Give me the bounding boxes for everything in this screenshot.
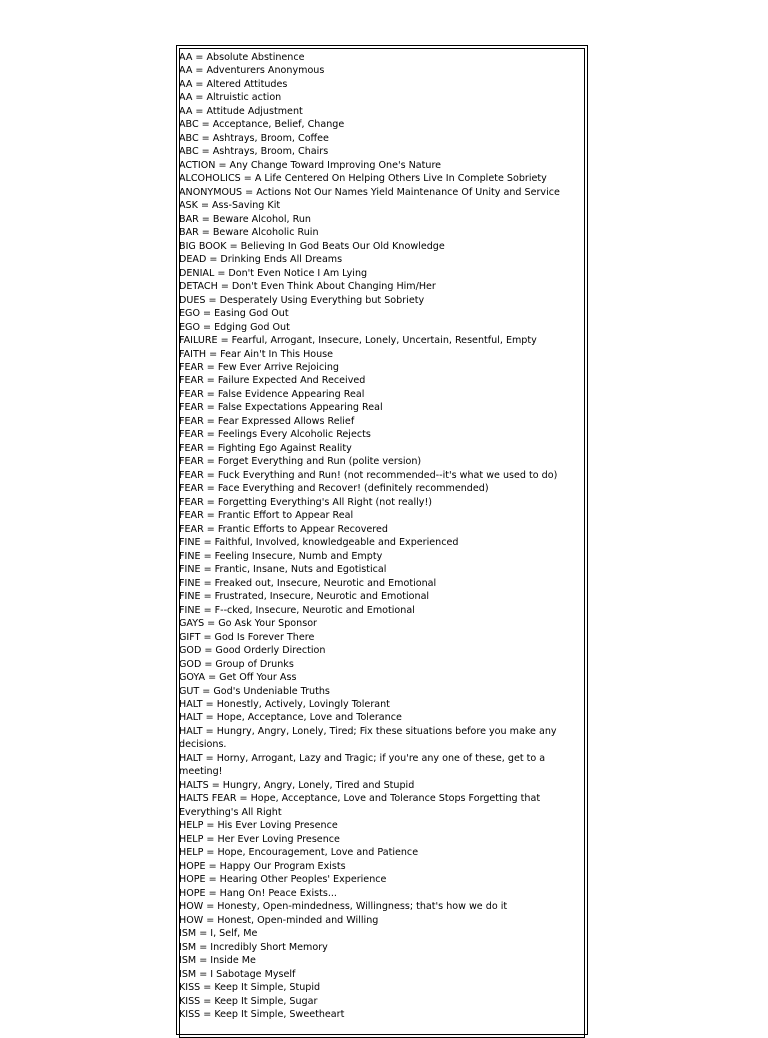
acronym-entry: KISS = Keep It Simple, Sugar bbox=[179, 995, 318, 1007]
acronym-entry: FEAR = Few Ever Arrive Rejoicing bbox=[179, 362, 340, 373]
acronym-entry: HOPE = Hearing Other Peoples' Experience bbox=[179, 874, 387, 886]
acronym-entry: FEAR = False Evidence Appearing Real bbox=[179, 388, 365, 400]
acronym-entry: FAITH = Fear Ain't In This House bbox=[179, 348, 334, 360]
acronym-entry: HALTS = Hungry, Angry, Lonely, Tired and Stupid bbox=[179, 779, 415, 791]
acronym-entry: HELP = Her Ever Loving Presence bbox=[179, 833, 340, 845]
acronym-entry: FEAR = Forgetting Everything's All Right (not really!) bbox=[179, 496, 433, 508]
acronym-entry: HELP = His Ever Loving Presence bbox=[179, 820, 338, 832]
acronym-entry: FEAR = Frantic Effort to Appear Real bbox=[179, 510, 354, 522]
acronym-entry: KISS = Keep It Simple, Sweetheart bbox=[179, 1009, 345, 1020]
acronym-entry: FEAR = Fear Expressed Allows Relief bbox=[179, 415, 355, 427]
acronym-entry: HOW = Honesty, Open-mindedness, Willingness; that's how we do it bbox=[179, 901, 508, 913]
acronym-entry: FEAR = Fighting Ego Against Reality bbox=[179, 442, 352, 454]
acronym-entry: ABC = Acceptance, Belief, Change bbox=[179, 119, 345, 131]
acronym-entry: HALT = Horny, Arrogant, Lazy and Tragic; if you're any one of these, get to a bbox=[179, 752, 546, 764]
acronym-entry: FINE = F--cked, Insecure, Neurotic and Emotional bbox=[179, 604, 415, 616]
acronym-entry: ABC = Ashtrays, Broom, Chairs bbox=[179, 146, 329, 158]
acronym-entry: HOW = Honest, Open-minded and Willing bbox=[179, 914, 379, 926]
acronym-entry: DETACH = Don't Even Think About Changing Him/Her bbox=[179, 281, 436, 293]
acronym-entry: GIFT = God Is Forever There bbox=[179, 631, 315, 643]
acronym-entry: FAILURE = Fearful, Arrogant, Insecure, Lonely, Uncertain, Resentful, Empty bbox=[179, 335, 537, 347]
acronym-entry: BAR = Beware Alcoholic Ruin bbox=[179, 227, 319, 239]
acronym-entry: DUES = Desperately Using Everything but Sobriety bbox=[179, 294, 425, 306]
acronym-entry: FEAR = Face Everything and Recover! (definitely recommended) bbox=[179, 483, 489, 495]
acronym-entry: FEAR = Frantic Efforts to Appear Recovered bbox=[179, 523, 388, 535]
acronym-entry: GOYA = Get Off Your Ass bbox=[179, 672, 297, 684]
acronym-entry: GUT = God's Undeniable Truths bbox=[179, 685, 330, 697]
acronym-entry: ABC = Ashtrays, Broom, Coffee bbox=[179, 132, 329, 144]
acronym-entry: FINE = Faithful, Involved, knowledgeable and Experienced bbox=[179, 537, 459, 549]
acronym-entry: meeting! bbox=[179, 766, 223, 778]
acronym-entry: AA = Adventurers Anonymous bbox=[179, 65, 325, 77]
acronym-entry: AA = Altered Attitudes bbox=[179, 78, 288, 90]
acronym-entry: ISM = I, Self, Me bbox=[179, 928, 258, 940]
acronym-entry: EGO = Easing God Out bbox=[179, 308, 289, 320]
acronym-entry: HALT = Honestly, Actively, Lovingly Tolerant bbox=[179, 698, 390, 710]
acronym-entry: FEAR = Failure Expected And Received bbox=[179, 375, 366, 387]
acronym-entry: HELP = Hope, Encouragement, Love and Patience bbox=[179, 847, 419, 859]
acronym-entry: GAYS = Go Ask Your Sponsor bbox=[179, 618, 317, 630]
acronym-entry: DEAD = Drinking Ends All Dreams bbox=[179, 254, 343, 266]
acronym-entry: AA = Altruistic action bbox=[179, 92, 282, 104]
acronym-entry: GOD = Good Orderly Direction bbox=[179, 645, 326, 657]
acronym-entry: ALCOHOLICS = A Life Centered On Helping Others Live In Complete Sobriety bbox=[179, 173, 547, 185]
acronym-entry: HOPE = Happy Our Program Exists bbox=[179, 860, 346, 872]
acronym-entry: FINE = Frustrated, Insecure, Neurotic and Emotional bbox=[179, 591, 430, 603]
acronym-entry: ANONYMOUS = Actions Not Our Names Yield Maintenance Of Unity and Service bbox=[179, 186, 560, 198]
acronym-entry: decisions. bbox=[179, 739, 227, 751]
acronym-entry: ISM = Incredibly Short Memory bbox=[179, 941, 328, 953]
acronym-entry: FEAR = Fuck Everything and Run! (not recommended--it's what we used to do) bbox=[179, 469, 558, 481]
acronym-entry: HALT = Hope, Acceptance, Love and Tolerance bbox=[179, 712, 402, 724]
acronym-entry: FEAR = False Expectations Appearing Real bbox=[179, 402, 383, 414]
acronym-entry: ACTION = Any Change Toward Improving One's Nature bbox=[179, 159, 442, 171]
acronym-entry: Everything's All Right bbox=[179, 806, 282, 818]
acronym-list bbox=[179, 0, 584, 1024]
acronym-entry: ISM = Inside Me bbox=[179, 955, 256, 967]
acronym-entry: EGO = Edging God Out bbox=[179, 321, 290, 333]
acronym-entry: AA = Absolute Abstinence bbox=[179, 52, 305, 63]
acronym-entry: ISM = I Sabotage Myself bbox=[179, 968, 296, 980]
acronym-entry: GOD = Group of Drunks bbox=[179, 658, 294, 670]
acronym-entry: FINE = Freaked out, Insecure, Neurotic and Emotional bbox=[179, 577, 437, 589]
acronym-entry: FINE = Feeling Insecure, Numb and Empty bbox=[179, 550, 383, 562]
acronym-entry: BIG BOOK = Believing In God Beats Our Old Knowledge bbox=[179, 240, 445, 252]
acronym-entry: AA = Attitude Adjustment bbox=[179, 105, 303, 117]
acronym-entry: BAR = Beware Alcohol, Run bbox=[179, 213, 311, 225]
acronym-entry: HOPE = Hang On! Peace Exists... bbox=[179, 887, 337, 899]
acronym-entry: KISS = Keep It Simple, Stupid bbox=[179, 982, 321, 994]
acronym-entry: DENIAL = Don't Even Notice I Am Lying bbox=[179, 267, 368, 279]
acronym-entry: FINE = Frantic, Insane, Nuts and Egotistical bbox=[179, 564, 387, 576]
acronym-entry: FEAR = Feelings Every Alcoholic Rejects bbox=[179, 429, 371, 441]
acronym-entry: HALTS FEAR = Hope, Acceptance, Love and Tolerance Stops Forgetting that bbox=[179, 793, 541, 805]
acronym-entry: FEAR = Forget Everything and Run (polite version) bbox=[179, 456, 422, 468]
acronym-entry: ASK = Ass-Saving Kit bbox=[179, 200, 281, 212]
acronym-entry: HALT = Hungry, Angry, Lonely, Tired; Fix these situations before you make any bbox=[179, 725, 557, 737]
